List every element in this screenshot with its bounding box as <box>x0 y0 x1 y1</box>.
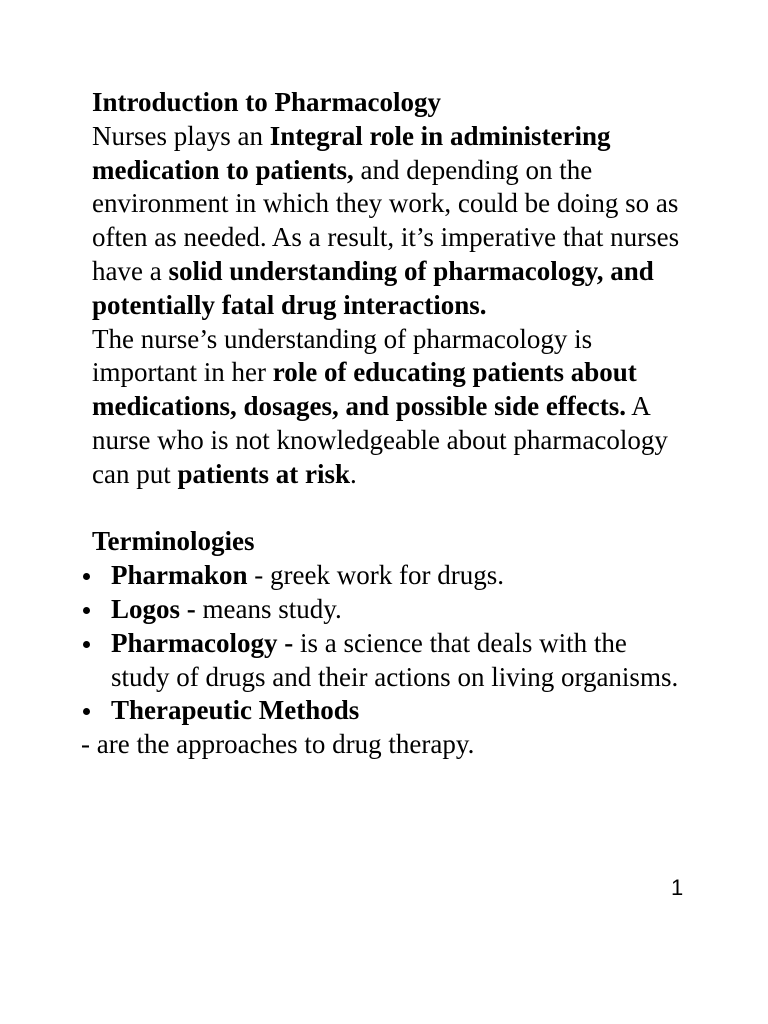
terminologies-list <box>92 559 692 728</box>
list-item <box>92 593 692 627</box>
page-number: 1 <box>671 875 684 900</box>
education-text: . <box>350 458 357 489</box>
intro-emphasis: solid understanding of pharmacology, and potentially fatal drug interactions. <box>92 255 654 320</box>
term-name: Pharmakon <box>111 560 248 591</box>
education-text: A nurse who is not knowledgeable about pharmacology can put <box>92 391 668 489</box>
list-item <box>92 559 692 593</box>
bullet-icon <box>83 641 90 648</box>
terminologies-heading: Terminologies <box>92 526 255 557</box>
therapeutic-methods-definition: - are the approaches to drug therapy. <box>81 729 475 760</box>
term-name: Pharmacology - <box>111 627 294 658</box>
term-name: Therapeutic Methods <box>111 695 360 726</box>
blank-line <box>92 492 692 526</box>
bullet-icon <box>83 573 90 580</box>
education-emphasis: role of educating patients about medications, dosages, and possible side effects. <box>92 357 637 422</box>
page-body <box>81 86 692 762</box>
list-item <box>92 694 692 728</box>
intro-paragraph <box>92 120 692 323</box>
intro-text: Nurses plays an <box>92 120 270 151</box>
intro-emphasis: Integral role in administering medication to patients, <box>92 120 611 185</box>
education-paragraph <box>92 323 692 492</box>
term-definition: - greek work for drugs. <box>247 560 504 591</box>
bullet-icon <box>83 708 90 715</box>
term-definition: means study. <box>195 593 342 624</box>
bullet-icon <box>83 607 90 614</box>
term-name: Logos - <box>111 593 196 624</box>
term-definition: is a science that deals with the study of drugs and their actions on living organisms. <box>111 627 679 692</box>
document-title: Introduction to Pharmacology <box>92 87 441 117</box>
education-emphasis: patients at risk <box>177 458 350 489</box>
list-item <box>92 627 692 695</box>
intro-text: and depending on the environment in which they work, could be doing so as often as needed. As a result, it’s imperative that nurses have a <box>92 154 680 286</box>
education-text: The nurse’s understanding of pharmacology is important in her <box>92 323 593 388</box>
